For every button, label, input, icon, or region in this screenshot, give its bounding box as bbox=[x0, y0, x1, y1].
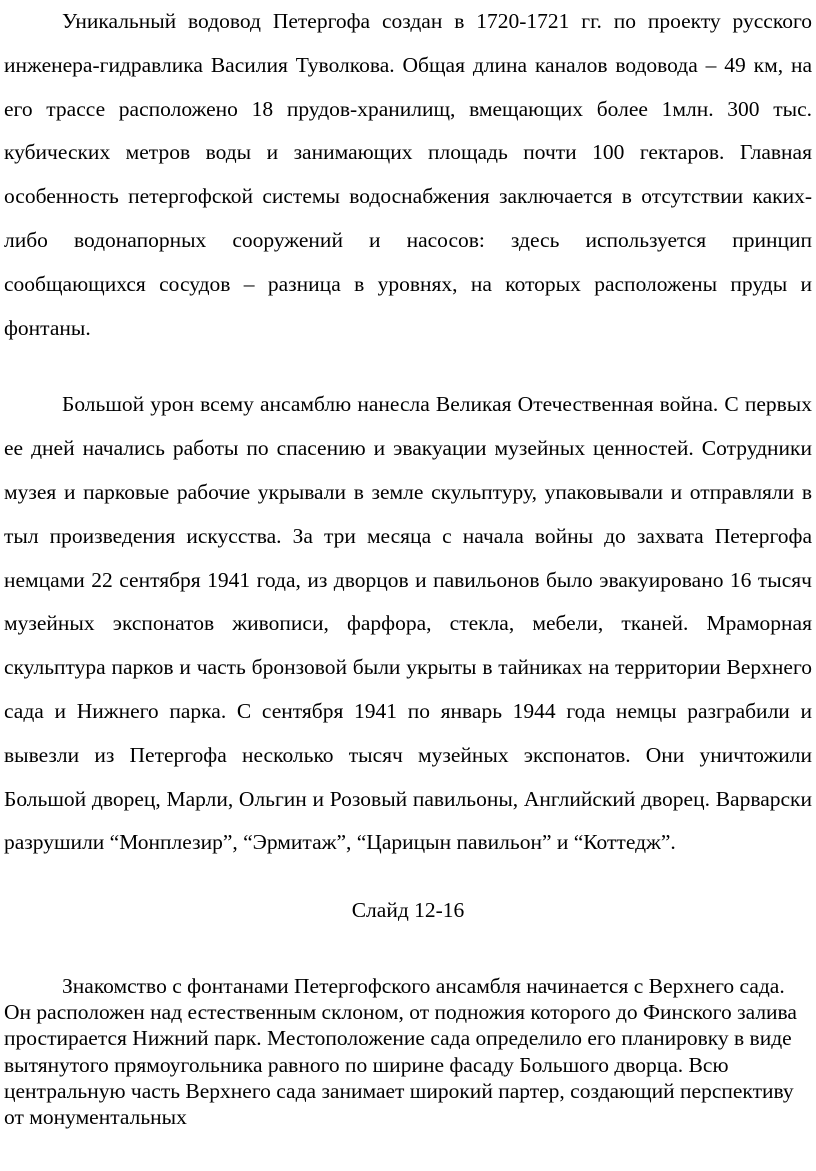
paragraph-war-damage: Большой урон всему ансамблю нанесла Великая Отечественная война. С первых ее дней начались работы по спасению и эвакуации музейных ценностей. Сотрудники музея и парковые рабочие укрывали в земле скульптуру, упаковывали и отправляли в тыл произведения искусства. За три месяца с начала войны до захвата Петергофа немцами 22 сентября 1941 года, из дворцов и павильонов было эвакуировано 16 тысяч музейных экспонатов живописи, фарфора, стекла, мебели, тканей. Мраморная скульптура парков и часть бронзовой были укрыты в тайниках на территории Верхнего сада и Нижнего парка. С сентября 1941 по январь 1944 года немцы разграбили и вывезли из Петергофа несколько тысяч музейных экспонатов. Они уничтожили Большой дворец, Марли, Ольгин и Розовый павильоны, Английский дворец. Варварски разрушили “Монплезир”, “Эрмитаж”, “Царицын павильон” и “Коттедж”. bbox=[4, 392, 812, 855]
slide-heading: Слайд 12-16 bbox=[351, 898, 465, 923]
paragraph-water-supply: Уникальный водовод Петергофа создан в 1720-1721 гг. по проекту русского инженера-гидравлика Василия Туволкова. Общая длина каналов водовода – 49 км, на его трассе расположено 18 прудов-хранилищ, вмещающих более 1млн. 300 тыс. кубических метров воды и занимающих площадь почти 100 гектаров. Главная особенность петергофской системы водоснабжения заключается в отсутствии каких-либо водонапорных сооружений и насосов: здесь используется принцип сообщающихся сосудов – разница в уровнях, на которых расположены пруды и фонтаны. bbox=[4, 9, 812, 340]
paragraph-upper-garden: Знакомство с фонтанами Петергофского ансамбля начинается с Верхнего сада. Он расположен над естественным склоном, от подножия которого до Финского залива простирается Нижний парк. Местоположение сада определило его планировку в виде вытянутого прямоугольника равного по ширине фасаду Большого дворца. Всю центральную часть Верхнего сада занимает широкий партер, создающий перспективу от монументальных bbox=[4, 973, 797, 1129]
document-page bbox=[4, 0, 812, 1130]
